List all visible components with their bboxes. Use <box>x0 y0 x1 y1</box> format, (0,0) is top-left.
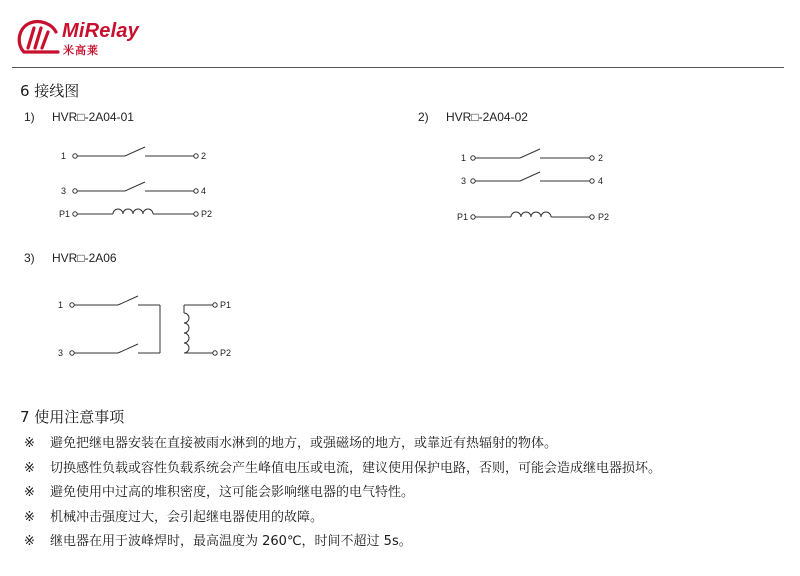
figure-2-number: 2) <box>418 110 429 124</box>
list-item <box>24 506 661 531</box>
figure-2-model: HVR□-2A04-02 <box>446 110 528 124</box>
note-text: 避免把继电器安装在直接被雨水淋到的地方，或强磁场的地方，或靠近有热辐射的物体。 <box>50 436 558 451</box>
terminal-label: 1 <box>460 153 466 163</box>
wiring-diagram-3 <box>70 296 217 355</box>
note-mark: ※ <box>24 436 35 451</box>
wiring-diagram-1 <box>73 147 198 216</box>
note-text: 继电器在用于波峰焊时，最高温度为 260℃，时间不超过 5s。 <box>50 534 412 549</box>
list-item <box>24 457 661 482</box>
brand-name-cn: 米高莱 <box>63 44 99 57</box>
list-item <box>24 432 661 457</box>
note-mark: ※ <box>24 460 35 476</box>
terminal-label: P1 <box>456 212 468 222</box>
note-mark: ※ <box>24 485 35 500</box>
terminal-label: 3 <box>60 186 66 196</box>
figure-1-model: HVR□-2A04-01 <box>52 110 134 124</box>
note-mark: ※ <box>24 534 35 549</box>
note-text: 机械冲击强度过大，会引起继电器使用的故障。 <box>50 509 324 525</box>
figure-3-model: HVR□-2A06 <box>52 251 117 265</box>
terminal-label: P1 <box>58 209 70 219</box>
wiring-diagram-2 <box>471 149 594 219</box>
terminal-label: P2 <box>220 348 232 358</box>
brand-name: MiRelay <box>62 20 139 42</box>
coil-icon <box>113 209 153 214</box>
coil-icon <box>511 212 551 217</box>
list-item <box>24 530 661 555</box>
figure-3-number: 3) <box>24 251 35 265</box>
list-item <box>24 481 661 506</box>
terminal-label: 4 <box>598 176 604 186</box>
terminal-label: P1 <box>220 300 232 310</box>
terminal-label: 4 <box>201 186 207 196</box>
terminal-label: 3 <box>57 348 63 358</box>
section-6-title: 6 接线图 <box>20 82 80 100</box>
usage-notes-list <box>24 432 661 555</box>
note-text: 切换感性负载或容性负载系统会产生峰值电压或电流，建议使用保护电路，否则，可能会造成继电器损坏。 <box>50 460 662 476</box>
terminal-label: 1 <box>57 300 63 310</box>
terminal-label: P2 <box>201 209 213 219</box>
terminal-label: P2 <box>598 212 610 222</box>
terminal-label: 3 <box>460 176 466 186</box>
note-mark: ※ <box>24 509 35 525</box>
note-text: 避免使用中过高的堆积密度，这可能会影响继电器的电气特性。 <box>50 485 415 500</box>
figure-1-number: 1) <box>24 110 35 124</box>
terminal-label: 2 <box>201 151 207 161</box>
coil-icon <box>184 313 189 353</box>
terminal-label: 2 <box>598 153 604 163</box>
terminal-label: 1 <box>60 151 66 161</box>
section-7-title: 7 使用注意事项 <box>20 408 125 426</box>
